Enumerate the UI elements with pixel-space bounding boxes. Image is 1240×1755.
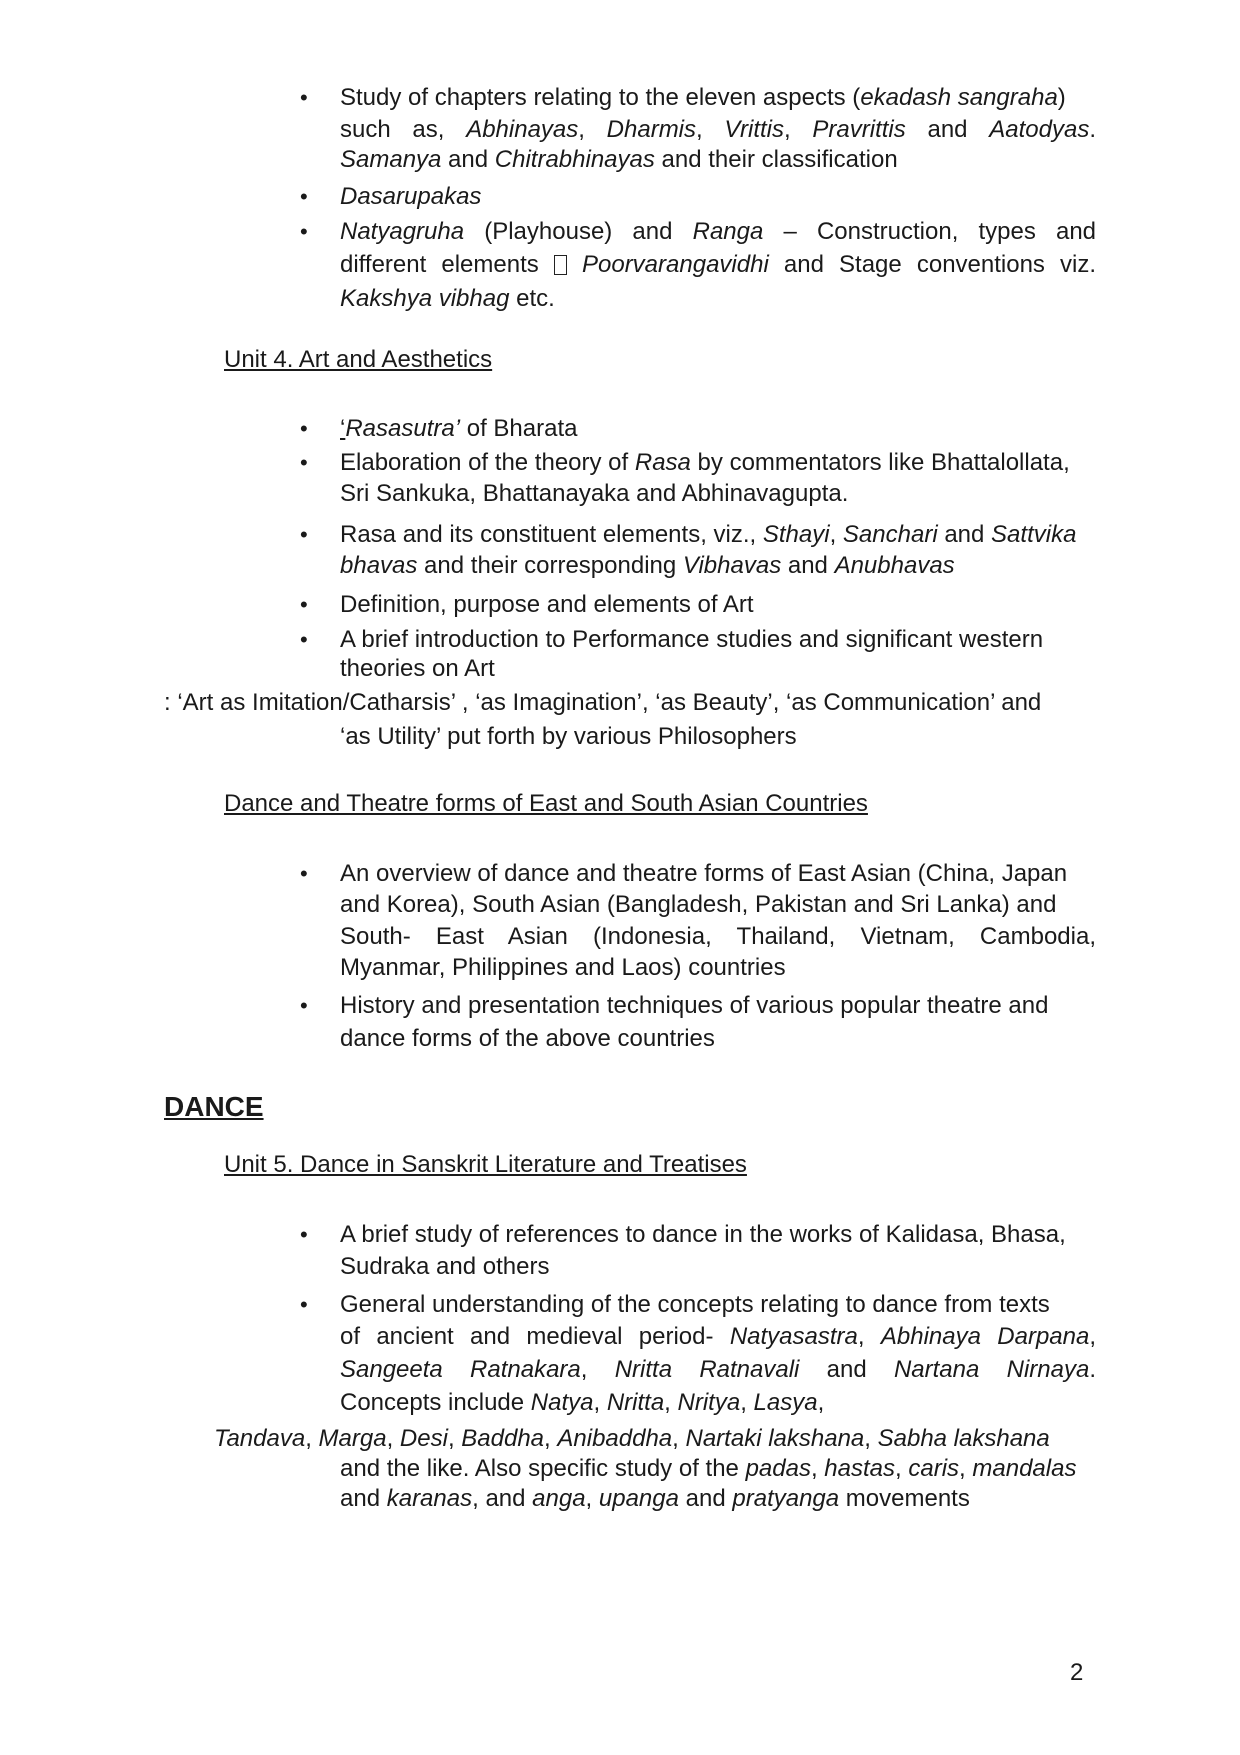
text-line: and the like. Also specific study of the padas, hastas, caris, mandalas [340,1455,1077,1482]
text-line: bhavas and their corresponding Vibhavas and Anubhavas [340,552,955,579]
text-line: History and presentation techniques of various popular theatre and [340,992,1049,1019]
text-line: and karanas, and anga, upanga and pratyanga movements [340,1485,970,1512]
text-line: Natyagruha (Playhouse) and Ranga – Construction, types and [340,218,1097,245]
text-line: South- East Asian (Indonesia, Thailand, Vietnam, Cambodia, [340,923,1096,950]
section-heading: Unit 4. Art and Aesthetics [224,346,493,373]
text-line: : ‘Art as Imitation/Catharsis’ , ‘as Imagination’, ‘as Beauty’, ‘as Communication’ and [164,689,1042,716]
text-line: ‘Rasasutra’ of Bharata [340,415,578,442]
text-line: Samanya and Chitrabhinayas and their classification [340,146,898,173]
missing-glyph-box-icon [554,255,567,275]
text-line: theories on Art [340,655,495,682]
text-line: of ancient and medieval period- Natyasastra, Abhinaya Darpana, [340,1323,1097,1350]
bullet-glyph: • [300,184,308,209]
section-heading: Unit 5. Dance in Sanskrit Literature and Treatises [224,1151,747,1178]
text-line: A brief study of references to dance in the works of Kalidasa, Bhasa, [340,1221,1066,1248]
major-heading: DANCE [164,1091,264,1122]
bullet-glyph: • [300,450,308,475]
text-line: such as, Abhinayas, Dharmis, Vrittis, Pravrittis and Aatodyas. [340,116,1097,143]
text-line: Dasarupakas [340,183,482,210]
text-line: A brief introduction to Performance studies and significant western [340,626,1044,653]
text-line: ‘as Utility’ put forth by various Philosophers [340,723,797,750]
bullet-glyph: • [300,627,308,652]
text-line: Concepts include Natya, Nritta, Nritya, Lasya, [340,1389,825,1416]
text-line: and Korea), South Asian (Bangladesh, Pakistan and Sri Lanka) and [340,891,1057,918]
bullet-glyph: • [300,1292,308,1317]
bullet-glyph: • [300,592,308,617]
text-line: Rasa and its constituent elements, viz., Sthayi, Sanchari and Sattvika [340,521,1077,548]
text-line: Elaboration of the theory of Rasa by commentators like Bhattalollata, [340,449,1070,476]
text-line: Kakshya vibhag etc. [340,285,555,312]
bullet-glyph: • [300,861,308,886]
text-line: Myanmar, Philippines and Laos) countries [340,954,786,981]
text-line: Definition, purpose and elements of Art [340,591,754,618]
text-line: General understanding of the concepts relating to dance from texts [340,1291,1050,1318]
text-line: Study of chapters relating to the eleven aspects (ekadash sangraha) [340,84,1066,111]
text-line: An overview of dance and theatre forms of East Asian (China, Japan [340,860,1068,887]
text-line: Tandava, Marga, Desi, Baddha, Anibaddha, Nartaki lakshana, Sabha lakshana [214,1425,1050,1452]
section-heading: Dance and Theatre forms of East and South Asian Countries [224,790,868,817]
text-line: different elements Poorvarangavidhi and Stage conventions viz. [340,251,1097,278]
bullet-glyph: • [300,522,308,547]
bullet-glyph: • [300,1222,308,1247]
bullet-glyph: • [300,993,308,1018]
text-line: Sudraka and others [340,1253,550,1280]
bullet-glyph: • [300,85,308,110]
page-number: 2 [1070,1659,1084,1686]
text-line: Sri Sankuka, Bhattanayaka and Abhinavagupta. [340,480,849,507]
text-line: Sangeeta Ratnakara, Nritta Ratnavali and Nartana Nirnaya. [340,1356,1096,1383]
bullet-glyph: • [300,416,308,441]
bullet-glyph: • [300,219,308,244]
text-line: dance forms of the above countries [340,1025,715,1052]
